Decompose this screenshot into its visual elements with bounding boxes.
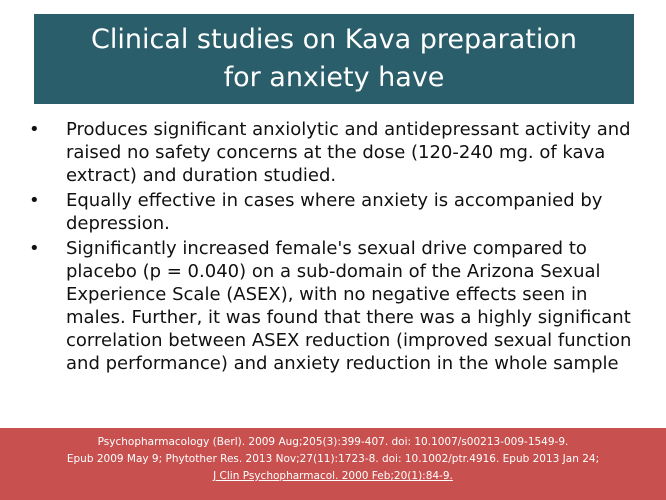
bullet-text: Produces significant anxiolytic and antidepressant activity and raised no safety concerns at the dose (120-240 mg. of kava extract) and duration studied. (66, 119, 631, 186)
bullet-item (26, 237, 638, 375)
bullet-text: Significantly increased female's sexual drive compared to placebo (p = 0.040) on a sub-domain of the Arizona Sexual Experience Scale (ASEX), with no negative effects seen in males. Further, it was found that there was a highly significant correlation between ASEX reduction (improved sexual function and performance) and anxiety reduction in the whole sample (66, 238, 632, 374)
bullet-item (26, 118, 638, 187)
slide-title (91, 21, 577, 97)
bullet-icon: • (29, 238, 40, 259)
slide-title-banner (34, 14, 634, 104)
references-footer (0, 428, 666, 500)
reference-link[interactable]: J Clin Psychopharmacol. 2000 Feb;20(1):84-9. (213, 470, 453, 482)
reference-line-2: Epub 2009 May 9; Phytother Res. 2013 Nov;27(11):1723-8. doi: 10.1002/ptr.4916. Epub 2013 Jan 24; (66, 453, 600, 465)
bullet-text: Equally effective in cases where anxiety is accompanied by depression. (66, 190, 603, 234)
slide-title-line-1: Clinical studies on Kava preparation (90, 24, 577, 55)
bullet-item (26, 189, 638, 235)
bullet-icon: • (29, 119, 40, 140)
reference-line-1: Psychopharmacology (Berl). 2009 Aug;205(3):399-407. doi: 10.1007/s00213-009-1549-9. (97, 436, 569, 448)
bullet-icon: • (29, 190, 40, 211)
slide-title-line-2: for anxiety have (223, 62, 445, 93)
bullet-list (26, 118, 638, 377)
